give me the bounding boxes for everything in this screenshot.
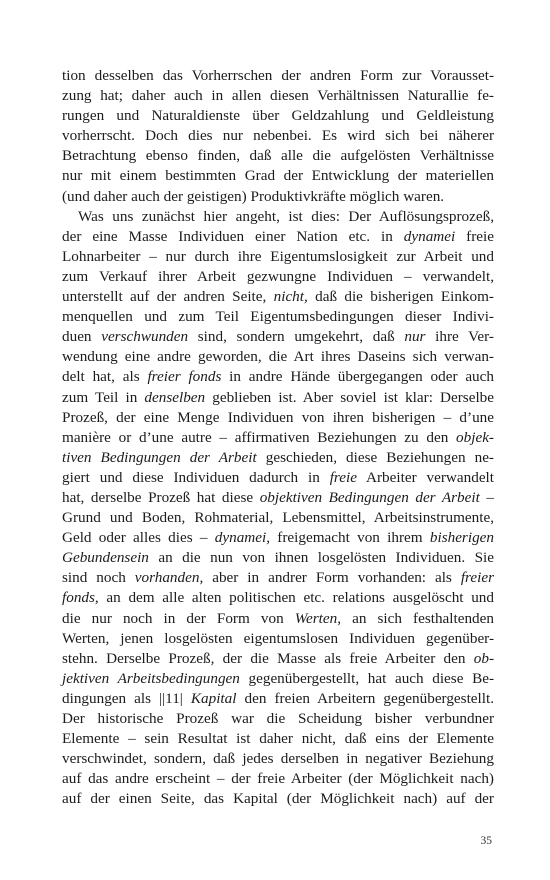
italic-text: nicht, [273, 288, 308, 306]
text-run: die nur noch in der Form von [62, 609, 295, 627]
text-run: sind noch [62, 569, 135, 587]
text-run: gegenübergestellt, hat auch diese Be- [239, 669, 494, 687]
text-run: hat, derselbe Prozeß hat diese [62, 488, 260, 506]
text-run: der eine Masse Individuen einer Nation etc. in [62, 227, 404, 245]
text-line [62, 388, 494, 408]
text-run: sind, sondern umgekehrt, daß [188, 328, 405, 346]
text-line [62, 247, 494, 267]
italic-text: ob- [473, 649, 494, 667]
text-line [62, 609, 494, 629]
italic-text: objektiven Bedingungen der Arbeit [259, 488, 480, 506]
text-line [62, 126, 494, 146]
text-line [62, 448, 494, 468]
text-run: freigemacht von ihrem [270, 529, 430, 547]
text-line [62, 629, 494, 649]
text-run: den freien Arbeitern gegenübergestellt. [236, 689, 495, 707]
text-line [62, 428, 494, 448]
italic-text: freier fonds [147, 368, 222, 386]
text-line [62, 548, 494, 568]
text-line [62, 408, 494, 428]
text-run: verschwindet, sondern, daß jedes derselben in negativer Beziehung [62, 750, 494, 768]
text-run: rungen und Naturaldienste über Geldzahlung und Geldleistung [62, 107, 494, 125]
text-line [62, 86, 494, 106]
text-run: Betrachtung ebenso finden, daß alle die aufgelösten Verhältnisse [62, 147, 494, 165]
body-text [62, 66, 494, 809]
italic-text: freie [329, 468, 357, 486]
text-line [62, 508, 494, 528]
text-line [62, 66, 494, 86]
text-run: – [479, 488, 494, 506]
italic-text: freier [460, 569, 494, 587]
text-run: freie [455, 227, 494, 245]
text-line [62, 166, 494, 186]
text-run: manière or d’une autre – affirmativen Beziehungen zu den [62, 428, 457, 446]
text-line [62, 187, 494, 207]
italic-text: dynamei, [214, 529, 271, 547]
text-run: unterstellt auf der andren Seite, [62, 288, 274, 306]
text-run: zum Teil in [62, 388, 145, 406]
text-line [62, 287, 494, 307]
text-run: dingungen als ||11| [62, 689, 191, 707]
text-line [62, 669, 494, 689]
text-run: geschieden, diese Beziehungen ne- [256, 448, 494, 466]
text-line [62, 649, 494, 669]
text-line [62, 568, 494, 588]
text-line [62, 769, 494, 789]
text-run: vorherrscht. Doch dies nur nebenbei. Es wird sich bei näherer [62, 127, 494, 145]
italic-text: denselben [144, 388, 206, 406]
text-line [62, 207, 494, 227]
text-run: Was uns zunächst hier angeht, ist dies: Der Auflösungsprozeß, [78, 207, 494, 225]
text-line [62, 227, 494, 247]
italic-text: fonds, [62, 589, 99, 607]
text-run: an sich festhaltenden [341, 609, 494, 627]
italic-text: objek- [456, 428, 494, 446]
text-run: Lohnarbeiter – nur durch ihre Eigentumslosigkeit zur Arbeit und [62, 247, 494, 265]
italic-text: dynamei [403, 227, 456, 245]
text-run: Der historische Prozeß war die Scheidung bisher verbundner [62, 710, 494, 727]
text-run: giert und diese Individuen dadurch in [62, 468, 330, 486]
italic-text: tiven Bedingungen der Arbeit [62, 448, 257, 466]
text-run: daß die bisherigen Einkom- [307, 288, 494, 306]
text-line [62, 689, 494, 709]
text-line [62, 588, 494, 608]
text-line [62, 729, 494, 749]
italic-text: jektiven Arbeitsbedingungen [62, 669, 240, 687]
text-run: ihre Ver- [425, 328, 494, 346]
text-run: Prozeß, der eine Menge Individuen von ihren bisherigen – d’une [62, 408, 494, 426]
text-line [62, 367, 494, 387]
text-line [62, 146, 494, 166]
italic-text: Kapital [190, 689, 237, 707]
text-line [62, 327, 494, 347]
text-run: auf der einen Seite, das Kapital (der Möglichkeit nach) auf der [62, 790, 494, 808]
text-run: Arbeiter verwandelt [356, 468, 494, 486]
text-run: Grund und Boden, Rohmaterial, Lebensmittel, Arbeitsinstrumente, [62, 509, 494, 527]
text-run: Werten, jenen losgelösten eigentumslosen Individuen gegenüber- [62, 629, 494, 647]
italic-text: nur [404, 328, 426, 346]
text-line [62, 488, 494, 508]
text-run: zung hat; daher auch in allen diesen Verhältnissen Naturallie fe- [62, 87, 494, 105]
italic-text: Gebundensein [62, 549, 149, 567]
page-number: 35 [480, 835, 492, 847]
text-run: Geld oder alles dies – [62, 529, 215, 547]
text-run: duen [62, 328, 102, 346]
text-run: (und daher auch der geistigen) Produktivkräfte möglich waren. [62, 187, 445, 205]
italic-text: Werten, [294, 609, 341, 627]
text-run: menquellen und zum Teil Eigentumsbedingungen dieser Indivi- [62, 308, 494, 326]
text-run: stehn. Derselbe Prozeß, der die Masse als freie Arbeiter den [62, 649, 474, 667]
text-run: Elemente – sein Resultat ist daher nicht, daß eins der Elemente [62, 730, 494, 748]
text-run: wendung eine andre geworden, die Art ihres Daseins sich verwan- [62, 348, 494, 366]
text-run: an dem alle alten politischen etc. relations ausgelöscht und [98, 589, 494, 607]
italic-text: vorhanden, [134, 569, 204, 587]
italic-text: verschwunden [101, 328, 189, 346]
text-run: nur mit einem bestimmten Grad der Entwicklung der materiellen [62, 167, 494, 185]
text-line [62, 468, 494, 488]
text-run: an die nun von ihnen losgelösten Individuen. Sie [148, 549, 494, 567]
text-run: geblieben ist. Aber soviel ist klar: Derselbe [205, 388, 494, 406]
text-line [62, 528, 494, 548]
text-line [62, 267, 494, 287]
text-run: in andre Hände übergegangen oder auch [221, 368, 494, 386]
italic-text: bisherigen [429, 529, 494, 547]
text-run: aber in andrer Form vorhanden: als [203, 569, 461, 587]
text-line [62, 106, 494, 126]
text-run: zum Verkauf ihrer Arbeit gezwungne Individuen – verwandelt, [62, 267, 494, 285]
text-line [62, 749, 494, 769]
text-line [62, 789, 494, 809]
text-line [62, 307, 494, 327]
text-line [62, 709, 494, 729]
text-run: delt hat, als [62, 368, 148, 386]
text-run: auf das andre erscheint – der freie Arbeiter (der Möglichkeit nach) [62, 770, 494, 788]
text-run: tion desselben das Vorherrschen der andren Form zur Vorausset- [62, 67, 494, 84]
text-line [62, 347, 494, 367]
